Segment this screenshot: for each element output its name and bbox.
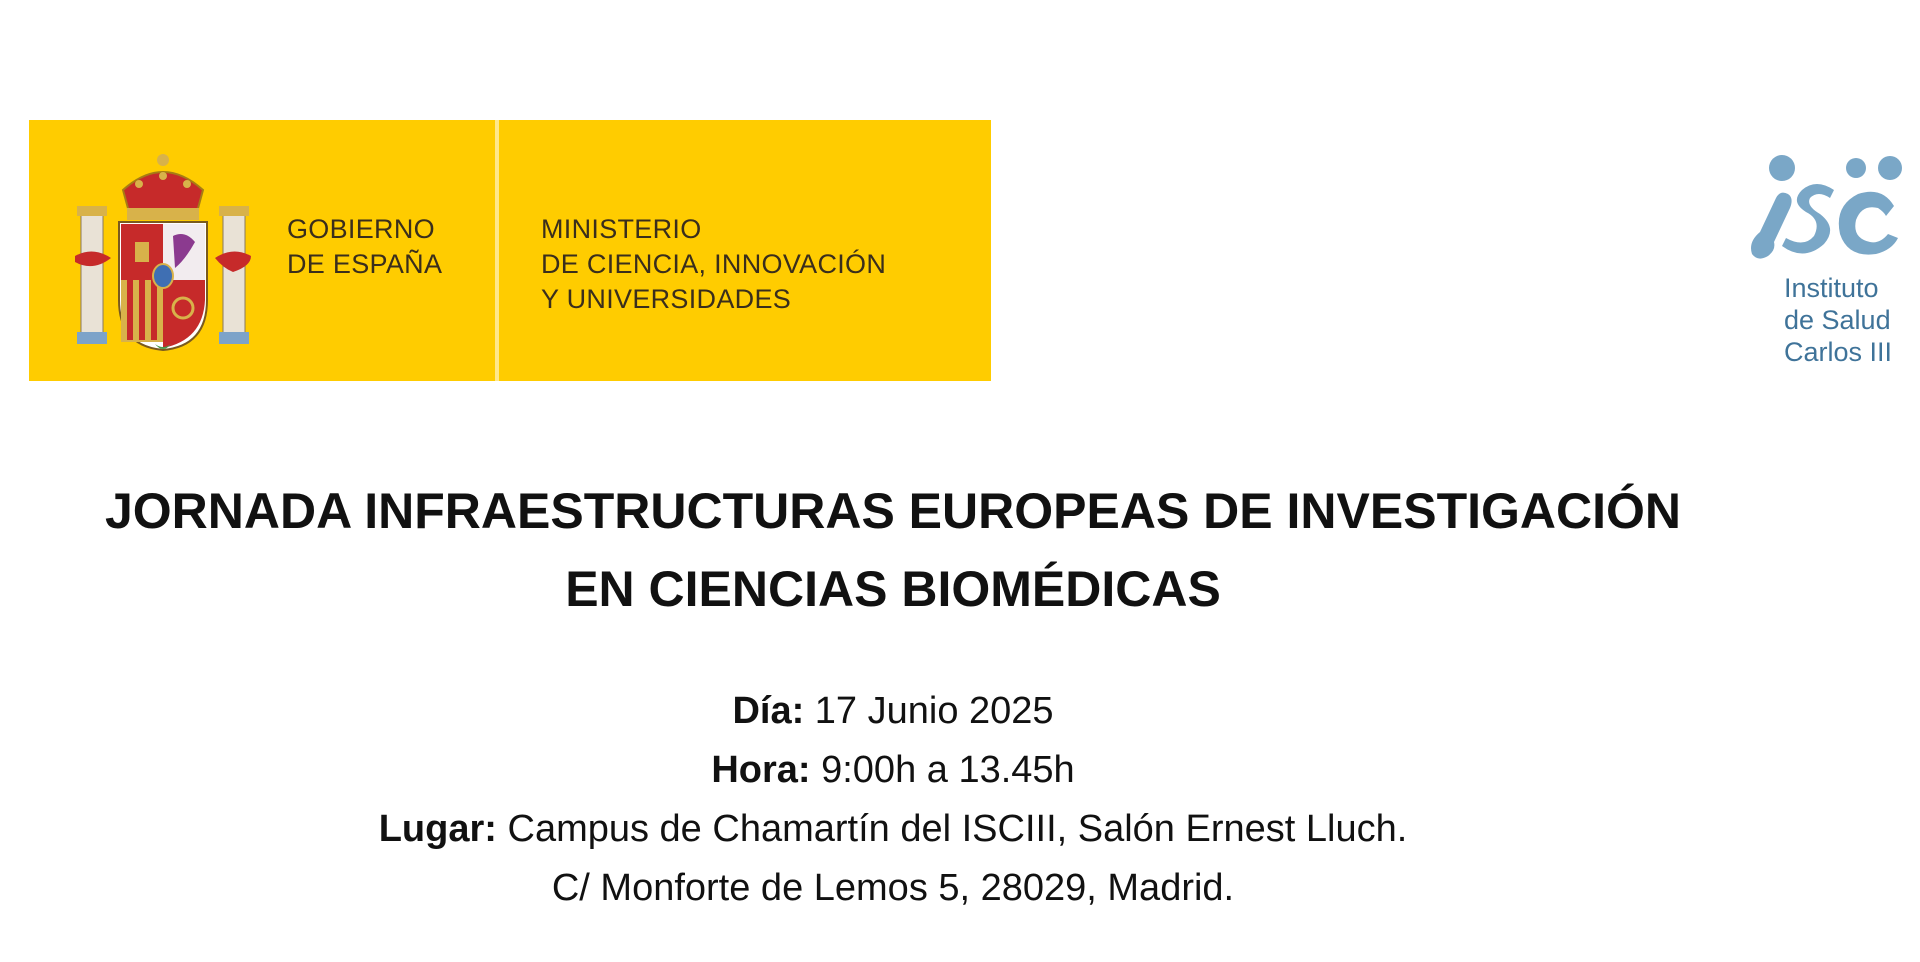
event-date-label: Día: (732, 690, 805, 732)
event-address: C/ Monforte de Lemos 5, 28029, Madrid. (551, 867, 1235, 909)
isciii-logo-icon (1746, 150, 1912, 270)
ministry-name-line: MINISTERIO (541, 214, 702, 244)
banner-divider (495, 120, 499, 381)
event-place-value: Campus de Chamartín del ISCIII, Salón Ernest Lluch. (496, 808, 1408, 850)
gobierno-panel (29, 120, 495, 381)
event-title-line: EN CIENCIAS BIOMÉDICAS (565, 561, 1221, 617)
isciii-name (1784, 272, 1892, 368)
event-date (0, 682, 1786, 741)
event-details (0, 682, 1786, 918)
isciii-name-line: de Salud (1784, 305, 1891, 335)
government-banner (29, 120, 991, 381)
event-time-value: 9:00h a 13.45h (810, 749, 1075, 791)
ministry-name-line: Y UNIVERSIDADES (541, 284, 792, 314)
government-name-line: DE ESPAÑA (287, 249, 443, 279)
isciii-name-line: Instituto (1784, 273, 1879, 303)
event-place-label: Lugar: (378, 808, 497, 850)
event-title-line: JORNADA INFRAESTRUCTURAS EUROPEAS DE INVESTIGACIÓN (104, 483, 1682, 539)
event-title (0, 472, 1786, 628)
ministry-name-line: DE CIENCIA, INNOVACIÓN (541, 249, 887, 279)
event-place (0, 800, 1786, 859)
event-date-value: 17 Junio 2025 (804, 690, 1054, 732)
event-time-label: Hora: (711, 749, 811, 791)
government-name-line: GOBIERNO (287, 214, 435, 244)
isciii-name-line: Carlos III (1784, 337, 1893, 367)
ministry-name (541, 212, 886, 317)
government-name (287, 212, 442, 282)
isciii-logo (1746, 150, 1912, 374)
event-time (0, 741, 1786, 800)
coat-of-arms-icon (73, 150, 253, 360)
